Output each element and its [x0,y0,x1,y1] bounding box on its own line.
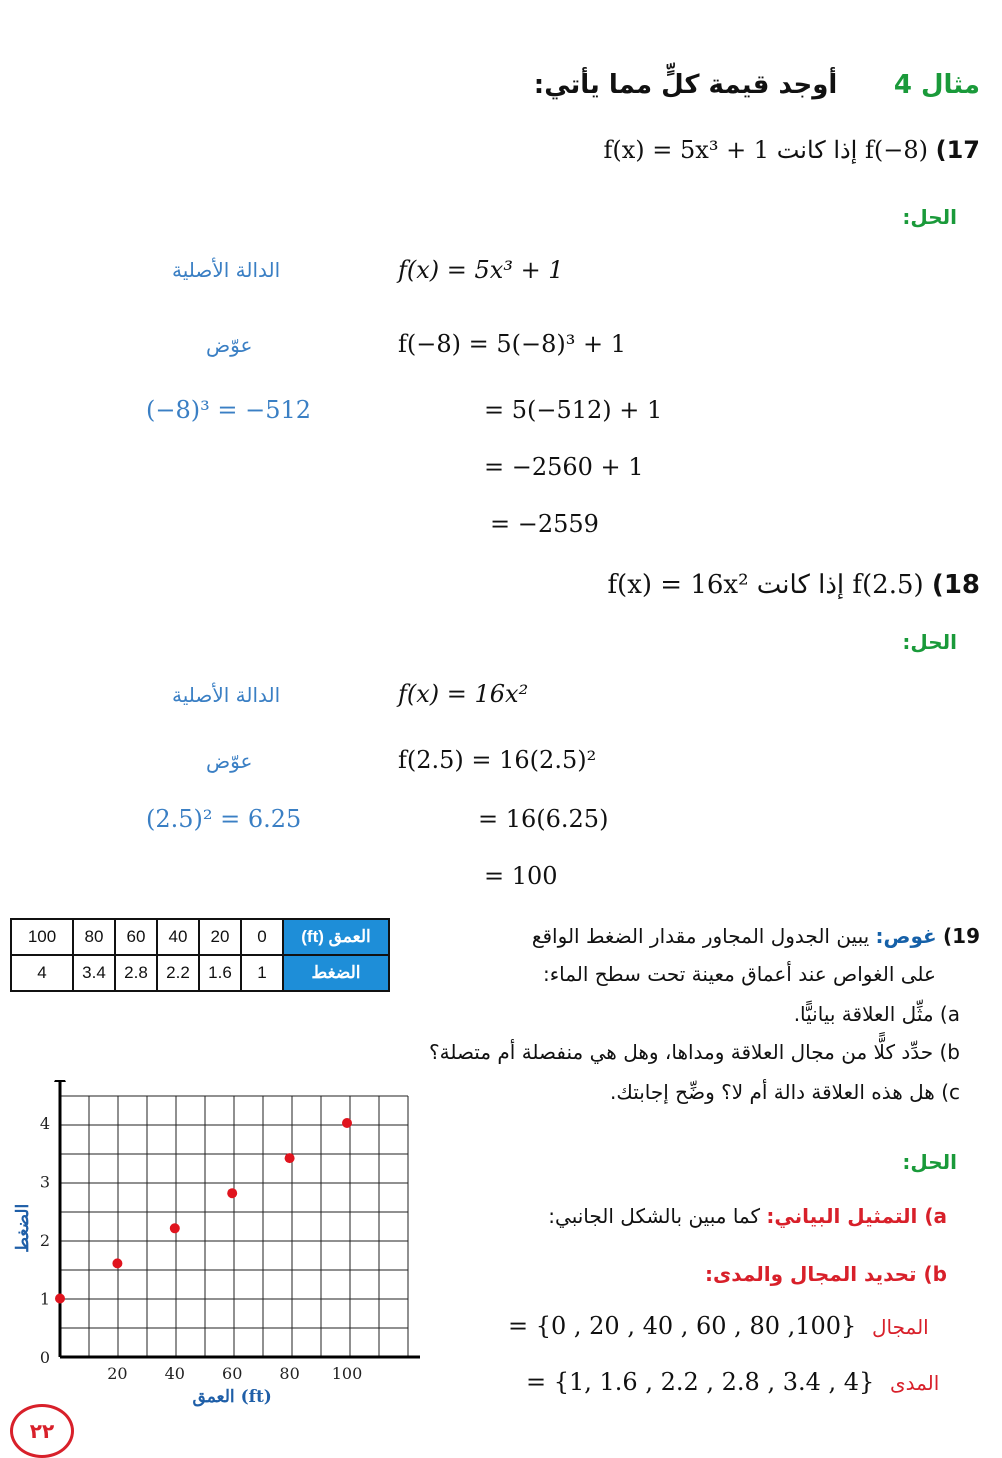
example-label: مثال 4 [893,70,980,100]
q18-math-3: = 16(6.25) [478,805,609,833]
q17-note-3: (−8)³ = −512 [146,396,312,424]
q17-prompt [604,136,981,164]
q19-part-b: b) حدِّد كلًّا من مجال العلاقة ومداها، وهل هي منفصلة أم متصلة؟ [429,1040,960,1064]
x-tick-label: 60 [222,1364,243,1383]
q18-solution-label: الحل: [902,630,957,654]
range-label: المدى [889,1371,940,1395]
q18-note-1: الدالة الأصلية [172,683,281,707]
table-cell: 80 [73,919,115,955]
data-point [112,1258,122,1268]
q19-line-1 [532,924,980,948]
depth-header: العمق (ft) [283,919,389,955]
table-row [11,919,389,955]
q19-tag: غوص: [875,924,937,948]
q17-note-2: عوّض [206,333,253,357]
q18-note-3: (2.5)² = 6.25 [146,805,302,833]
range-line [526,1368,939,1396]
q18-math-4: = 100 [484,862,558,890]
q19-part-a: a) مثِّل العلاقة بيانيًّا. [793,1002,960,1026]
example-title: أوجد قيمة كلٍّ مما يأتي: [533,70,838,100]
data-point [342,1118,352,1128]
domain-label: المجال [871,1315,929,1339]
table-cell: 1 [241,955,283,991]
q18-text: f(2.5) إذا كانت f(x) = 16x² [607,570,924,600]
y-tick-label: 3 [39,1172,50,1192]
table-cell: 3.4 [73,955,115,991]
q17-math-1: f(x) = 5x³ + 1 [398,256,564,284]
q17-math-4: = −2560 + 1 [484,453,644,481]
q19-text-2: على الغواص عند أعماق معينة تحت سطح الماء: [542,962,936,986]
answer-b-label: b) تحديد المجال والمدى: [704,1262,947,1286]
data-point [170,1223,180,1233]
page-number: ٢٢ [10,1404,74,1458]
q17-note-1: الدالة الأصلية [172,258,281,282]
table-cell: 2.2 [157,955,199,991]
q18-number: 18) [931,570,980,600]
q18-math-2: f(2.5) = 16(2.5)² [398,746,597,774]
answer-a-text: كما مبين بالشكل الجانبي: [548,1204,760,1228]
domain-value: = {0 , 20 , 40 , 60 , 80 ,100} [508,1312,857,1340]
q17-math-3: = 5(−512) + 1 [484,396,663,424]
table-cell: 40 [157,919,199,955]
table-cell: 20 [199,919,241,955]
y-axis-arrow [54,1080,66,1082]
q18-prompt [607,570,980,600]
q19-solution-label: الحل: [902,1150,957,1174]
y-tick-label: 2 [39,1231,50,1250]
table-row [11,955,389,991]
q17-solution-label: الحل: [902,205,957,229]
q17-math-2: f(−8) = 5(−8)³ + 1 [398,330,626,358]
answer-a-label: a) التمثيل البياني: [766,1204,947,1228]
example-header [534,70,980,100]
q19-text-1: يبين الجدول المجاور مقدار الضغط الواقع [531,924,870,948]
q18-math-1: f(x) = 16x² [398,680,529,708]
x-tick-label: 40 [164,1364,185,1383]
scatter-chart [0,1080,420,1410]
x-axis-label: العمق (ft) [192,1387,272,1407]
x-tick-label: 20 [107,1364,128,1383]
depth-pressure-table [10,918,390,992]
data-point [227,1188,237,1198]
table-cell: 2.8 [115,955,157,991]
q17-text: f(−8) إذا كانت f(x) = 5x³ + 1 [603,136,928,164]
x-tick-label: 80 [279,1364,300,1383]
y-tick-label: 4 [39,1114,50,1133]
data-point [55,1294,65,1304]
table-cell: 60 [115,919,157,955]
q18-note-2: عوّض [206,749,253,773]
table-cell: 4 [11,955,73,991]
pressure-header: الضغط [283,955,389,991]
table-cell: 1.6 [199,955,241,991]
q17-math-5: = −2559 [490,510,599,538]
origin-label: 0 [39,1348,50,1367]
q19-number: 19) [943,924,980,948]
answer-a [548,1204,947,1228]
domain-line [508,1312,929,1340]
table-cell: 100 [11,919,73,955]
range-value: = {1, 1.6 , 2.2 , 2.8 , 3.4 , 4} [526,1368,875,1396]
y-axis-label: الضغط [13,1203,33,1253]
table-cell: 0 [241,919,283,955]
x-tick-label: 100 [331,1364,363,1383]
data-point [285,1153,295,1163]
y-tick-label: 1 [39,1289,50,1309]
q19-part-c: c) هل هذه العلاقة دالة أم لا؟ وضِّح إجابتك. [609,1080,960,1104]
q17-number: 17) [935,136,980,164]
